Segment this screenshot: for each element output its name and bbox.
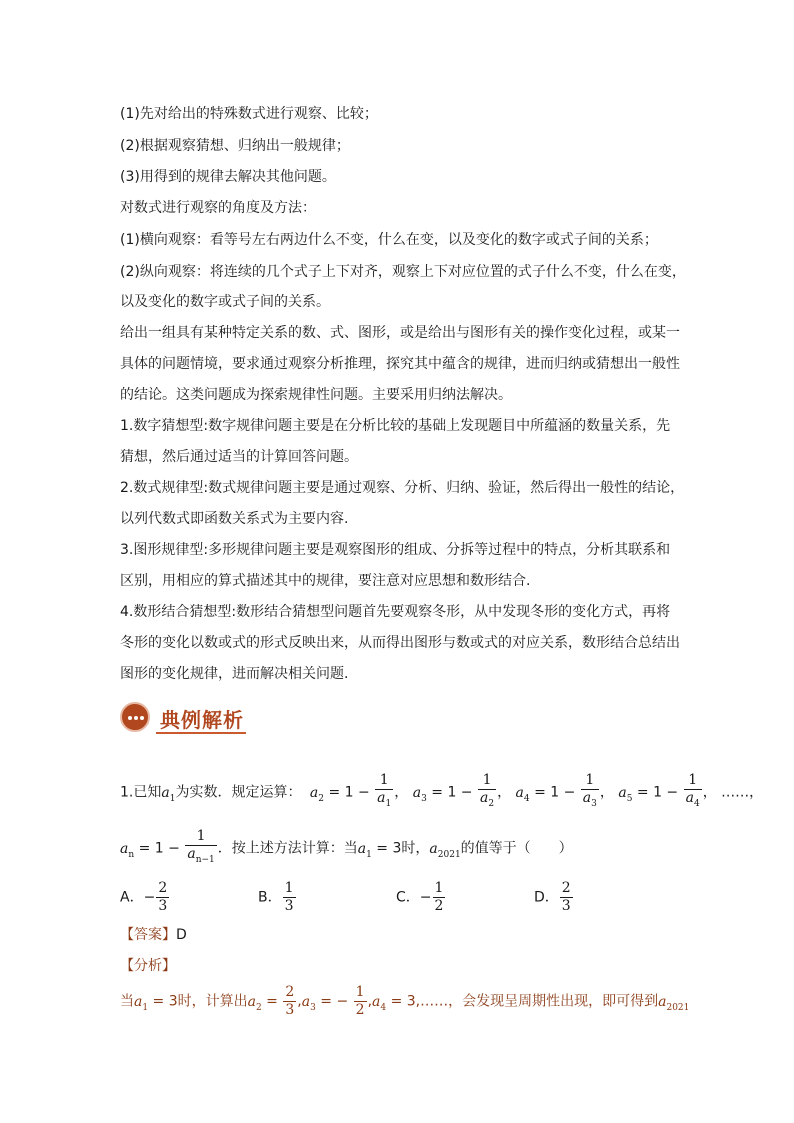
intro-line: 对数式进行观察的角度及方法：: [120, 200, 316, 216]
intro-line: 4.数形结合猜想型:数形结合猜想型问题首先要观察冬形，从中发现冬形的变化方式，再将: [120, 604, 671, 620]
intro-line: 图形的变化规律，进而解决相关问题.: [120, 666, 349, 682]
option-denominator: 3: [158, 898, 168, 914]
intro-line: 猜想，然后通过适当的计算回答问题。: [120, 449, 358, 465]
option-denominator: 3: [284, 898, 294, 914]
question-line-1: 1.已知$a_1$为实数．规定运算： $a_2 = 1$ − $\frac{1}{a_1}$ ， $a_3 = 1$ − $\frac{1}{a_2}$ ， $a_4 = 1$ − $\frac{1}{a_3}$ ， $a_5 = 1$ − $\frac{1}{a_4}$ ， ……，: [120, 772, 764, 809]
question-a1-text: 为实数．规定运算：: [175, 784, 302, 801]
option-label: C．: [396, 889, 420, 906]
intro-line: (2)根据观察猜想、归纳出一般规律；: [120, 138, 350, 154]
analysis-text: 当$a_1 = 3$时，计算出$a_2$ = $\frac{2}{3}$ $,a_3$ = − $\frac{1}{2}$ $,a_4$ = 3,……，会发现呈周期性出现，即可得到$a_{2021}$: [120, 984, 690, 1018]
intro-line: 3.图形规律型:多形规律问题主要是观察图形的组成、分拆等过程中的特点，分析其联系和: [120, 542, 671, 558]
answer-label: 【答案】: [120, 927, 176, 943]
option-sign: −: [419, 889, 432, 906]
more-dots-icon: [120, 702, 150, 732]
intro-line: (3)用得到的规律去解决其他问题。: [120, 169, 336, 185]
section-underline: [156, 732, 246, 734]
option-denominator: 2: [434, 898, 444, 914]
section-title: 典例解析: [160, 708, 244, 732]
option-numerator: 1: [284, 880, 294, 896]
option-d: [534, 880, 574, 915]
option-label: A．: [120, 889, 144, 906]
option-sign: −: [143, 889, 156, 906]
question-line2-tail: 时，: [401, 840, 430, 857]
question-line2-end: 的值等于（ ）: [460, 840, 573, 857]
intro-line: 1.数字猜想型:数字规律问题主要是在分析比较的基础上发现题目中所蕴涵的数量关系，先: [120, 418, 671, 434]
intro-line: 给出一组具有某种特定关系的数、式、图形，或是给出与图形有关的操作变化过程，或某一: [120, 325, 680, 341]
analysis-end: ，会发现呈周期性出现，即可得到: [448, 993, 659, 1010]
intro-line: 2.数式规律型:数式规律问题主要是通过观察、分析、归纳、验证，然后得出一般性的结论，: [120, 480, 685, 496]
analysis-label: 【分析】: [120, 958, 176, 974]
analysis-start: 当: [120, 993, 134, 1010]
question-line2-text: ．按上述方法计算：当: [217, 840, 358, 857]
option-numerator: 2: [561, 880, 571, 896]
question-line-2: $a_n = 1$ − $\frac{1}{a_{n-1}}$ ．按上述方法计算：当$a_1 = 3$时，$a_{2021}$的值等于（ ）: [120, 828, 573, 865]
answer-line: [120, 925, 187, 945]
intro-line: 区别，用相应的算式描述其中的规律，要注意对应思想和数形结合.: [120, 573, 531, 589]
intro-line: (1)横向观察：看等号左右两边什么不变，什么在变，以及变化的数字或式子间的关系；: [120, 232, 658, 248]
intro-line: 以列代数式即函数关系式为主要内容.: [120, 511, 349, 527]
intro-line: 以及变化的数字或式子间的关系。: [120, 294, 330, 310]
intro-line: (1)先对给出的特殊数式进行观察、比较；: [120, 106, 378, 122]
option-c: [396, 880, 446, 915]
intro-line: 具体的问题情境，要求通过观察分析推理，探究其中蕴含的规律，进而归纳或猜想出一般性: [120, 356, 680, 372]
option-label: B．: [258, 889, 282, 906]
option-b: [258, 880, 297, 915]
option-a: [120, 880, 170, 915]
option-denominator: 3: [561, 898, 571, 914]
intro-line: (2)纵向观察：将连续的几个式子上下对齐，观察上下对应位置的式子什么不变，什么在变，: [120, 264, 686, 280]
intro-line: 的结论。这类问题成为探索规律性问题。主要采用归纳法解决。: [120, 387, 512, 403]
option-label: D．: [534, 889, 559, 906]
option-numerator: 1: [434, 880, 444, 896]
question-prefix: 1.已知: [120, 784, 162, 801]
analysis-mid: 时，计算出: [177, 993, 248, 1010]
intro-line: 冬形的变化以数或式的形式反映出来，从而得出图形与数或式的对应关系，数形结合总结出: [120, 635, 680, 651]
answer-value: D: [176, 927, 187, 943]
question-ellipsis: ……，: [721, 784, 764, 801]
option-numerator: 2: [158, 880, 168, 896]
